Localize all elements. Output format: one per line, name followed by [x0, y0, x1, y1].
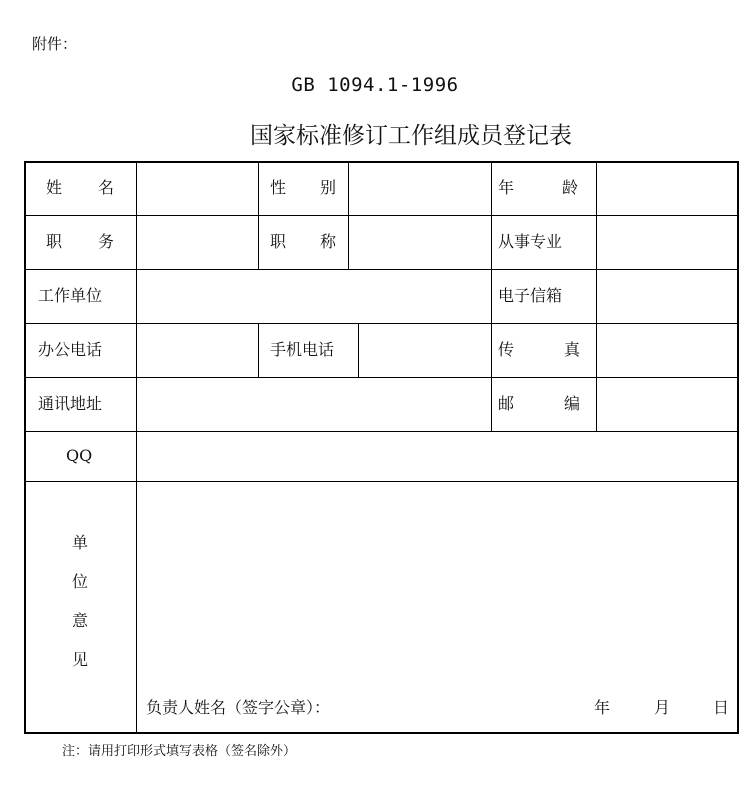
postcode-label — [498, 394, 580, 414]
date-year-label: 年 — [594, 698, 611, 717]
age-label — [498, 178, 578, 198]
mobile-phone-label: 手机电话 — [270, 340, 335, 359]
address-label: 通讯地址 — [38, 394, 103, 413]
fax-label — [498, 340, 580, 360]
specialty-label: 从事专业 — [498, 232, 563, 251]
date-month-label: 月 — [654, 698, 671, 717]
work-unit-label: 工作单位 — [38, 286, 103, 305]
footer-note: 注：请用打印形式填写表格（签名除外） — [62, 744, 297, 759]
name-field[interactable] — [137, 163, 258, 215]
gender-label — [270, 178, 336, 198]
mobile-phone-field[interactable] — [359, 324, 491, 377]
opinion-label-char: 单 — [72, 533, 89, 552]
table-border-bottom — [24, 732, 739, 734]
opinion-label-char: 见 — [72, 650, 89, 669]
work-unit-field[interactable] — [137, 270, 491, 323]
signature-label: 负责人姓名（签字公章）： — [146, 698, 331, 717]
fax-field[interactable] — [597, 324, 737, 377]
qq-field[interactable] — [137, 432, 737, 481]
label-char: 年 — [498, 178, 515, 197]
position-field[interactable] — [137, 216, 258, 269]
address-field[interactable] — [137, 378, 491, 431]
form-title: 国家标准修订工作组成员登记表 — [250, 123, 572, 149]
label-char: 职 — [46, 232, 63, 251]
specialty-field[interactable] — [597, 216, 737, 269]
opinion-label-char: 意 — [72, 611, 89, 630]
qq-label: QQ — [66, 446, 93, 465]
email-field[interactable] — [597, 270, 737, 323]
opinion-label-char: 位 — [72, 572, 89, 591]
position-label — [46, 232, 114, 252]
unit-opinion-field[interactable] — [137, 482, 737, 687]
table-border-right — [737, 161, 739, 734]
standard-code: GB 1094.1-1996 — [291, 74, 459, 96]
label-char: 编 — [563, 394, 580, 413]
title-field[interactable] — [349, 216, 491, 269]
gender-field[interactable] — [349, 163, 491, 215]
label-char: 职 — [270, 232, 287, 251]
label-char: 真 — [563, 340, 580, 359]
label-char: 性 — [270, 178, 287, 197]
label-char: 称 — [319, 232, 336, 251]
col-divider — [491, 161, 492, 431]
col-divider — [258, 161, 259, 269]
label-char: 姓 — [46, 178, 63, 197]
label-char: 龄 — [561, 178, 578, 197]
date-day-label: 日 — [713, 698, 730, 717]
age-field[interactable] — [597, 163, 737, 215]
email-label: 电子信箱 — [498, 286, 563, 305]
label-char: 名 — [97, 178, 114, 197]
office-phone-field[interactable] — [137, 324, 258, 377]
label-char: 传 — [498, 340, 515, 359]
label-char: 务 — [97, 232, 114, 251]
name-label — [46, 178, 114, 198]
office-phone-label: 办公电话 — [38, 340, 103, 359]
postcode-field[interactable] — [597, 378, 737, 431]
label-char: 别 — [319, 178, 336, 197]
title-label — [270, 232, 336, 252]
label-char: 邮 — [498, 394, 515, 413]
col-divider — [258, 323, 259, 377]
attachment-label: 附件： — [32, 35, 78, 53]
table-border-left — [24, 161, 26, 734]
